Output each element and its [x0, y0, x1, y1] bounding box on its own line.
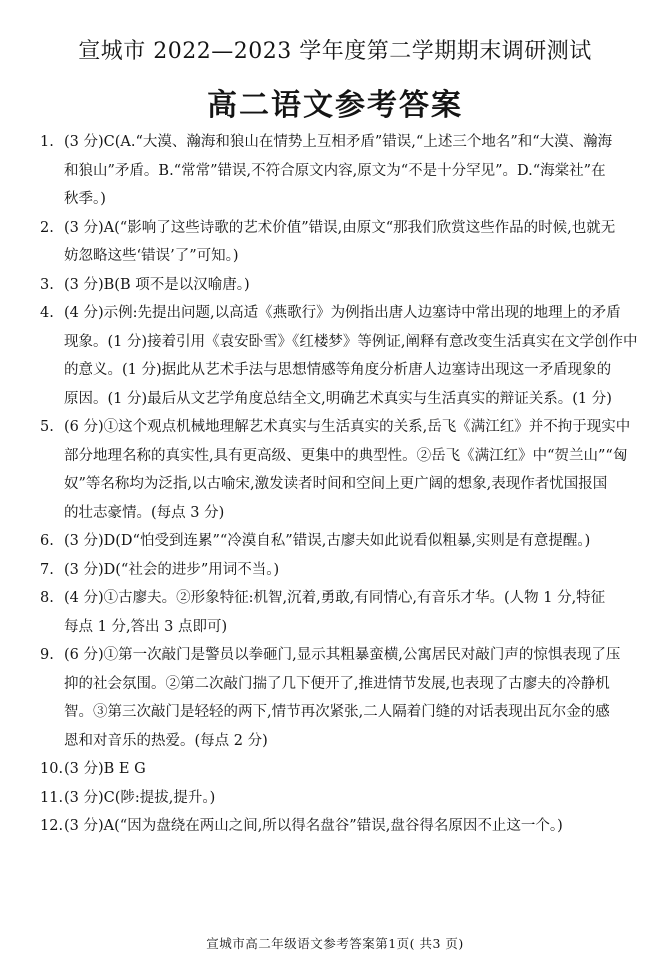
answer-text — [64, 641, 658, 755]
answer-number: 10. — [40, 761, 64, 777]
answer-item — [40, 271, 658, 300]
answer-number: 2. — [40, 219, 54, 236]
answer-number: 12. — [40, 818, 64, 834]
answer-text — [64, 299, 658, 413]
answer-text — [64, 584, 658, 641]
answer-line: (6 分)①第一次敲门是警员以拳砸门,显示其粗暴蛮横,公寓居民对敲门声的惊惧表现了压 — [64, 647, 621, 663]
answer-text — [64, 755, 658, 784]
exam-title: 宣城市 2022—2023 学年度第二学期期末调研测试 — [78, 39, 592, 64]
answer-item — [40, 527, 658, 556]
answer-line: (3 分)C(A.“大漠、瀚海和狼山在情势上互相矛盾”错误,“上述三个地名”和“大漠、瀚海 — [64, 134, 613, 150]
page-footer: 宣城市高二年级语文参考答案第1页( 共3 页) — [206, 936, 464, 951]
answer-number: 1. — [40, 134, 54, 150]
answer-item — [40, 584, 658, 641]
answer-line: (4 分)①古廖夫。②形象特征:机智,沉着,勇敢,有同情心,有音乐才华。(人物 1 分,特征 — [64, 590, 606, 606]
answer-item — [40, 413, 658, 527]
answer-line: 和狼山”矛盾。B.“常常”错误,不符合原文内容,原文为“不是十分罕见”。D.“海棠社”在 — [64, 162, 606, 179]
answer-item — [40, 812, 658, 841]
answer-item — [40, 214, 658, 271]
answer-key-title: 高二语文参考答案 — [207, 88, 463, 123]
answer-number: 9. — [40, 647, 54, 663]
answer-text — [64, 527, 658, 556]
answer-item — [40, 556, 658, 585]
answer-line: 妨忽略这些‘错误’了”可知。) — [64, 248, 239, 264]
answer-line: (3 分)D(D“怕受到连累”“冷漠自私”错误,古廖夫如此说看似粗暴,实则是有意提醒。) — [64, 533, 591, 549]
answer-number: 3. — [40, 276, 54, 293]
answer-text — [64, 128, 658, 214]
answer-text — [64, 271, 658, 300]
answer-line: 智。③第三次敲门是轻轻的两下,情节再次紧张,二人隔着门缝的对话表现出瓦尔金的感 — [64, 704, 610, 720]
answer-text — [64, 784, 658, 813]
answer-line: (3 分)B E G — [64, 761, 146, 777]
answer-line: 抑的社会氛围。②第二次敲门揣了几下便开了,推进情节发展,也表现了古廖夫的冷静机 — [64, 675, 610, 692]
answer-line: 现象。(1 分)接着引用《袁安卧雪》《红楼梦》等例证,阐释有意改变生活真实在文学创作中 — [64, 333, 638, 350]
answer-line: (3 分)A(“因为盘绕在两山之间,所以得名盘谷”错误,盘谷得名原因不止这一个。) — [64, 818, 563, 834]
answer-text — [64, 214, 658, 271]
answer-line: 奴”等名称均为泛指,以古喻宋,激发读者时间和空间上更广阔的想象,表现作者忧国报国 — [64, 476, 608, 492]
answer-item — [40, 755, 658, 784]
answer-line: (3 分)D(“社会的进步”用词不当。) — [64, 561, 280, 578]
answer-number: 11. — [40, 789, 64, 806]
answer-number: 6. — [40, 533, 54, 549]
answer-text — [64, 812, 658, 841]
answer-line: 秋季。) — [64, 191, 106, 207]
answer-number: 7. — [40, 561, 54, 578]
answer-number: 8. — [40, 590, 54, 606]
answer-number: 5. — [40, 419, 54, 435]
answer-item — [40, 641, 658, 755]
answer-text — [64, 413, 658, 527]
answer-line: (3 分)C(陟:提拔,提升。) — [64, 789, 216, 806]
answer-line: 的意义。(1 分)据此从艺术手法与思想情感等角度分析唐人边塞诗出现这一矛盾现象的 — [64, 362, 612, 378]
answer-item — [40, 128, 658, 214]
answer-line: 部分地理名称的真实性,具有更高级、更集中的典型性。②岳飞《满江红》中“贺兰山”“匈 — [64, 447, 628, 464]
answer-text — [64, 556, 658, 585]
answer-item — [40, 299, 658, 413]
answer-line: (3 分)B(B 项不是以汉喻唐。) — [64, 276, 250, 293]
answer-list — [40, 128, 658, 841]
answer-number: 4. — [40, 305, 54, 321]
answer-line: (4 分)示例:先提出问题,以高适《燕歌行》为例指出唐人边塞诗中常出现的地理上的矛盾 — [64, 305, 621, 321]
answer-line: (6 分)①这个观点机械地理解艺术真实与生活真实的关系,岳飞《满江红》并不拘于现实中 — [64, 419, 631, 435]
answer-line: 的壮志豪情。(每点 3 分) — [64, 504, 225, 521]
answer-line: 恩和对音乐的热爱。(每点 2 分) — [64, 732, 268, 749]
answer-item — [40, 784, 658, 813]
answer-line: (3 分)A(“影响了这些诗歌的艺术价值”错误,由原文“那我们欣赏这些作品的时候,也就无 — [64, 219, 616, 236]
answer-line: 每点 1 分,答出 3 点即可) — [64, 618, 228, 635]
answer-line: 原因。(1 分)最后从文艺学角度总结全文,明确艺术真实与生活真实的辩证关系。(1 分) — [64, 390, 612, 407]
